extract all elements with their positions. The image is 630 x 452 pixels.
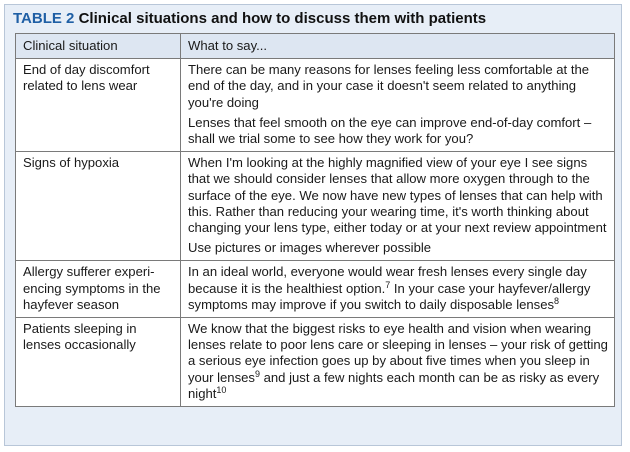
situation-cell: Patients sleeping in lenses occasionally xyxy=(16,318,181,407)
table-row xyxy=(16,152,615,261)
table-header-row xyxy=(16,34,615,59)
table-title: Clinical situations and how to discuss them with patients xyxy=(78,10,487,27)
text-run: In an ideal world, everyone would wear fresh lenses every single day because it is the healthiest option. xyxy=(188,264,587,296)
table-label: TABLE 2 xyxy=(13,10,75,27)
what-to-say-cell xyxy=(181,59,615,152)
reference-superscript: 8 xyxy=(554,295,560,306)
table-row xyxy=(16,318,615,407)
table-caption xyxy=(13,9,486,29)
text-run: and just a few nights each month can be as risky as every night xyxy=(188,369,600,401)
what-to-say-paragraph: Lenses that feel smooth on the eye can improve end-of-day comfort – shall we trial some to see how they work for you? xyxy=(188,114,592,147)
table-frame xyxy=(4,4,622,446)
column-header-what-to-say: What to say... xyxy=(181,34,615,59)
what-to-say-cell xyxy=(181,318,615,407)
situation-cell: Signs of hypoxia xyxy=(16,152,181,261)
table-row xyxy=(16,59,615,152)
text-run: We know that the biggest risks to eye health and vision when wearing lenses relate to poor lens care or sleeping in lenses – your risk of getting a serious eye infection goes up by about five times when you sleep in your lenses xyxy=(188,321,608,385)
what-to-say-cell xyxy=(181,152,615,261)
what-to-say-paragraph: There can be many reasons for lenses feeling less comfortable at the end of the day, and in your case it doesn't seem related to anything you're doing xyxy=(188,62,590,110)
reference-superscript: 7 xyxy=(385,279,391,290)
clinical-situations-table xyxy=(15,33,615,407)
reference-superscript: 10 xyxy=(216,384,227,395)
reference-superscript: 9 xyxy=(254,368,260,379)
table-row xyxy=(16,261,615,318)
text-run: In your case your hayfever/allergy symptoms may improve if you switch to daily disposable lenses xyxy=(188,280,591,312)
situation-cell: Allergy sufferer experi-encing symptoms in the hayfever season xyxy=(16,261,181,318)
situation-cell: End of day discomfort related to lens wear xyxy=(16,59,181,152)
what-to-say-paragraph xyxy=(188,321,608,402)
column-header-situation: Clinical situation xyxy=(16,34,181,59)
what-to-say-paragraph: Use pictures or images wherever possible xyxy=(188,240,432,256)
what-to-say-cell xyxy=(181,261,615,318)
what-to-say-paragraph xyxy=(188,264,608,313)
what-to-say-paragraph: When I'm looking at the highly magnified view of your eye I see signs that we should consider lenses that allow more oxygen through to the surface of the eye. We now have new types of lenses that can help with this. Rather than reducing your wearing time, it's worth thinking about changing your lens type, either today or at your next review appointment xyxy=(188,155,607,236)
